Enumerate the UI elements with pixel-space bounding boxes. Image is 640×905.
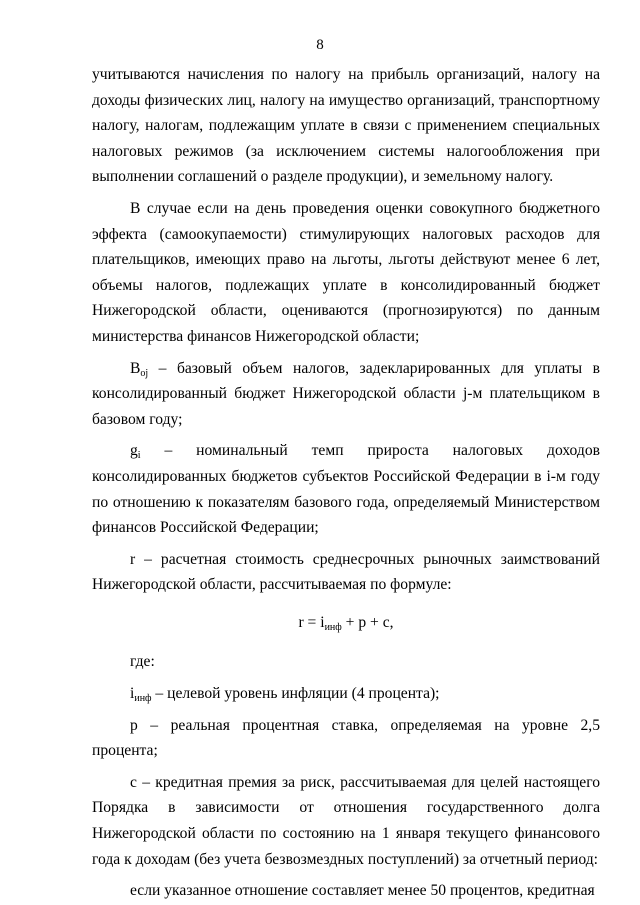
paragraph-2: В случае если на день проведения оценки совокупного бюджетного эффекта (самоокупаемости) стимулирующих налоговых расходов для плательщиков, имеющих право на льготы, льготы действуют менее 6 лет, объемы налогов, подлежащих уплате в консолидированный бюджет Нижегородской области, оцениваются (прогнозируются) по данным министерства финансов Нижегородской области;: [92, 199, 600, 345]
symbol-g: g: [130, 442, 138, 460]
definition-g-i: [92, 438, 600, 540]
subscript-oj: oj: [140, 367, 149, 379]
definition-text: – целевой уровень инфляции (4 процента);: [151, 685, 440, 703]
formula-rhs: + p + c,: [341, 613, 394, 631]
where-label: где:: [130, 653, 155, 671]
definition-text: – базовый объем налогов, задекларированных для уплаты в консолидированный бюджет Нижегородской области j-м плательщиком в базовом году;: [92, 359, 600, 428]
formula-lhs: r = i: [298, 613, 325, 631]
definition-p: p – реальная процентная ставка, определяемая на уровне 2,5 процента;: [92, 716, 600, 760]
definition-c: c – кредитная премия за риск, рассчитываемая для целей настоящего Порядка в зависимости от отношения государственного долга Нижегородской области по состоянию на 1 января текущего финансового года к доходам (без учета безвозмездных поступлений) за отчетный период:: [92, 773, 600, 868]
paragraph-last: если указанное отношение составляет менее 50 процентов, кредитная: [130, 882, 595, 900]
definition-r: r – расчетная стоимость среднесрочных рыночных заимствований Нижегородской области, рассчитываемая по формуле:: [92, 550, 600, 594]
symbol-b: B: [130, 359, 141, 377]
page-number: 8: [316, 37, 324, 53]
definition-text: – номинальный темп прироста налоговых доходов консолидированных бюджетов субъектов Российской Федерации в i-м году по отношению к показателям базового года, определяемый Министерством финансов Российской Федерации;: [92, 442, 600, 537]
subscript-inf: инф: [134, 693, 152, 705]
definition-i-inf: [92, 681, 600, 707]
subscript-i: i: [137, 450, 141, 462]
formula-subscript: инф: [324, 621, 342, 633]
document-body: [92, 62, 600, 904]
paragraph-1: учитываются начисления по налогу на прибыль организаций, налогу на доходы физических лиц, налогу на имущество организаций, транспортному налогу, налогам, подлежащим уплате в связи с применением специальных налоговых режимов (за исключением системы налогообложения при выполнении соглашений о разделе продукции), и земельному налогу.: [92, 66, 600, 186]
definition-b-oj: [92, 356, 600, 433]
formula-r: [92, 610, 600, 636]
symbol-i: i: [130, 685, 135, 703]
